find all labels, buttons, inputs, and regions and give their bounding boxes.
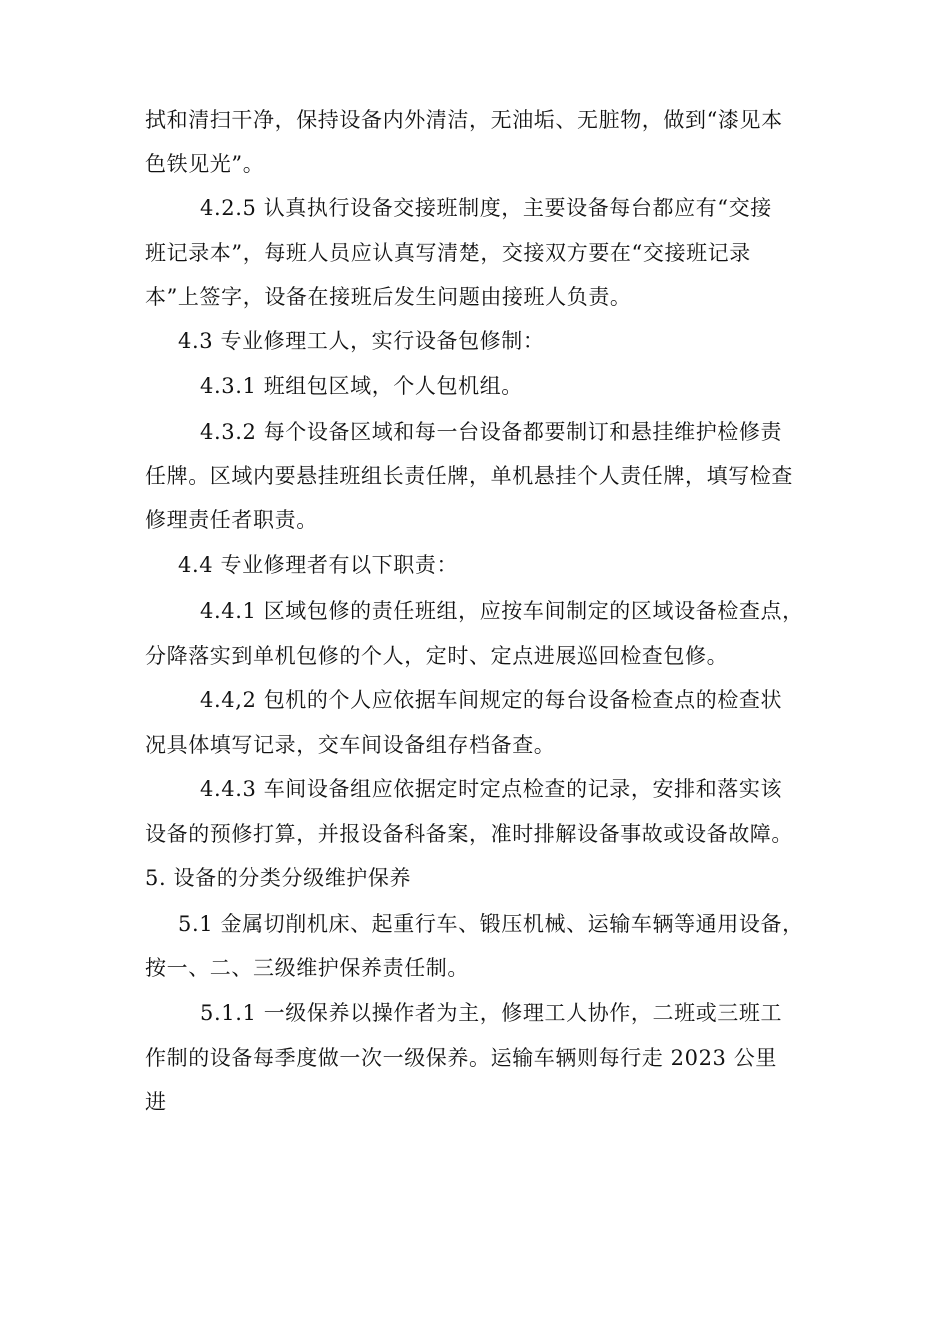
text-line: 5.1.1 一级保养以操作者为主，修理工人协作，二班或三班工 bbox=[200, 1001, 783, 1025]
text-line: 拭和清扫干净，保持设备内外清洁，无油垢、无脏物，做到“漆见本 bbox=[145, 108, 783, 132]
text-line: 本”上签字，设备在接班后发生问题由接班人负责。 bbox=[145, 285, 632, 309]
text-line: 色铁见光”。 bbox=[145, 152, 265, 176]
text-line: 作制的设备每季度做一次一级保养。运输车辆则每行走 2023 公里 bbox=[145, 1046, 777, 1070]
text-line: 4.3.1 班组包区域，个人包机组。 bbox=[200, 374, 523, 398]
section-heading: 4.4 专业修理者有以下职责： bbox=[178, 553, 459, 577]
text-line: 5.1 金属切削机床、起重行车、锻压机械、运输车辆等通用设备， bbox=[178, 912, 804, 936]
section-heading: 4.3 专业修理工人，实行设备包修制： bbox=[178, 329, 545, 353]
text-line: 修理责任者职责。 bbox=[145, 508, 318, 532]
text-line: 设备的预修打算，并报设备科备案，准时排解设备事故或设备故障。 bbox=[145, 822, 793, 846]
text-line: 分降落实到单机包修的个人，定时、定点进展巡回检查包修。 bbox=[145, 644, 729, 668]
text-line: 班记录本”，每班人员应认真写清楚，交接双方要在“交接班记录 bbox=[145, 241, 751, 265]
text-line: 任牌。区域内要悬挂班组长责任牌，单机悬挂个人责任牌，填写检查 bbox=[145, 464, 793, 488]
text-line: 4.2.5 认真执行设备交接班制度，主要设备每台都应有“交接 bbox=[200, 196, 772, 220]
text-line: 4.4.3 车间设备组应依据定时定点检查的记录，安排和落实该 bbox=[200, 777, 783, 801]
section-heading: 5. 设备的分类分级维护保养 bbox=[145, 866, 412, 890]
text-line: 况具体填写记录，交车间设备组存档备查。 bbox=[145, 733, 556, 757]
text-line: 4.4,2 包机的个人应依据车间规定的每台设备检查点的检查状 bbox=[200, 688, 783, 712]
text-line: 进 bbox=[145, 1090, 167, 1114]
text-line: 4.4.1 区域包修的责任班组，应按车间制定的区域设备检查点， bbox=[200, 599, 804, 623]
text-line: 按一、二、三级维护保养责任制。 bbox=[145, 956, 469, 980]
text-line: 4.3.2 每个设备区域和每一台设备都要制订和悬挂维护检修责 bbox=[200, 420, 783, 444]
